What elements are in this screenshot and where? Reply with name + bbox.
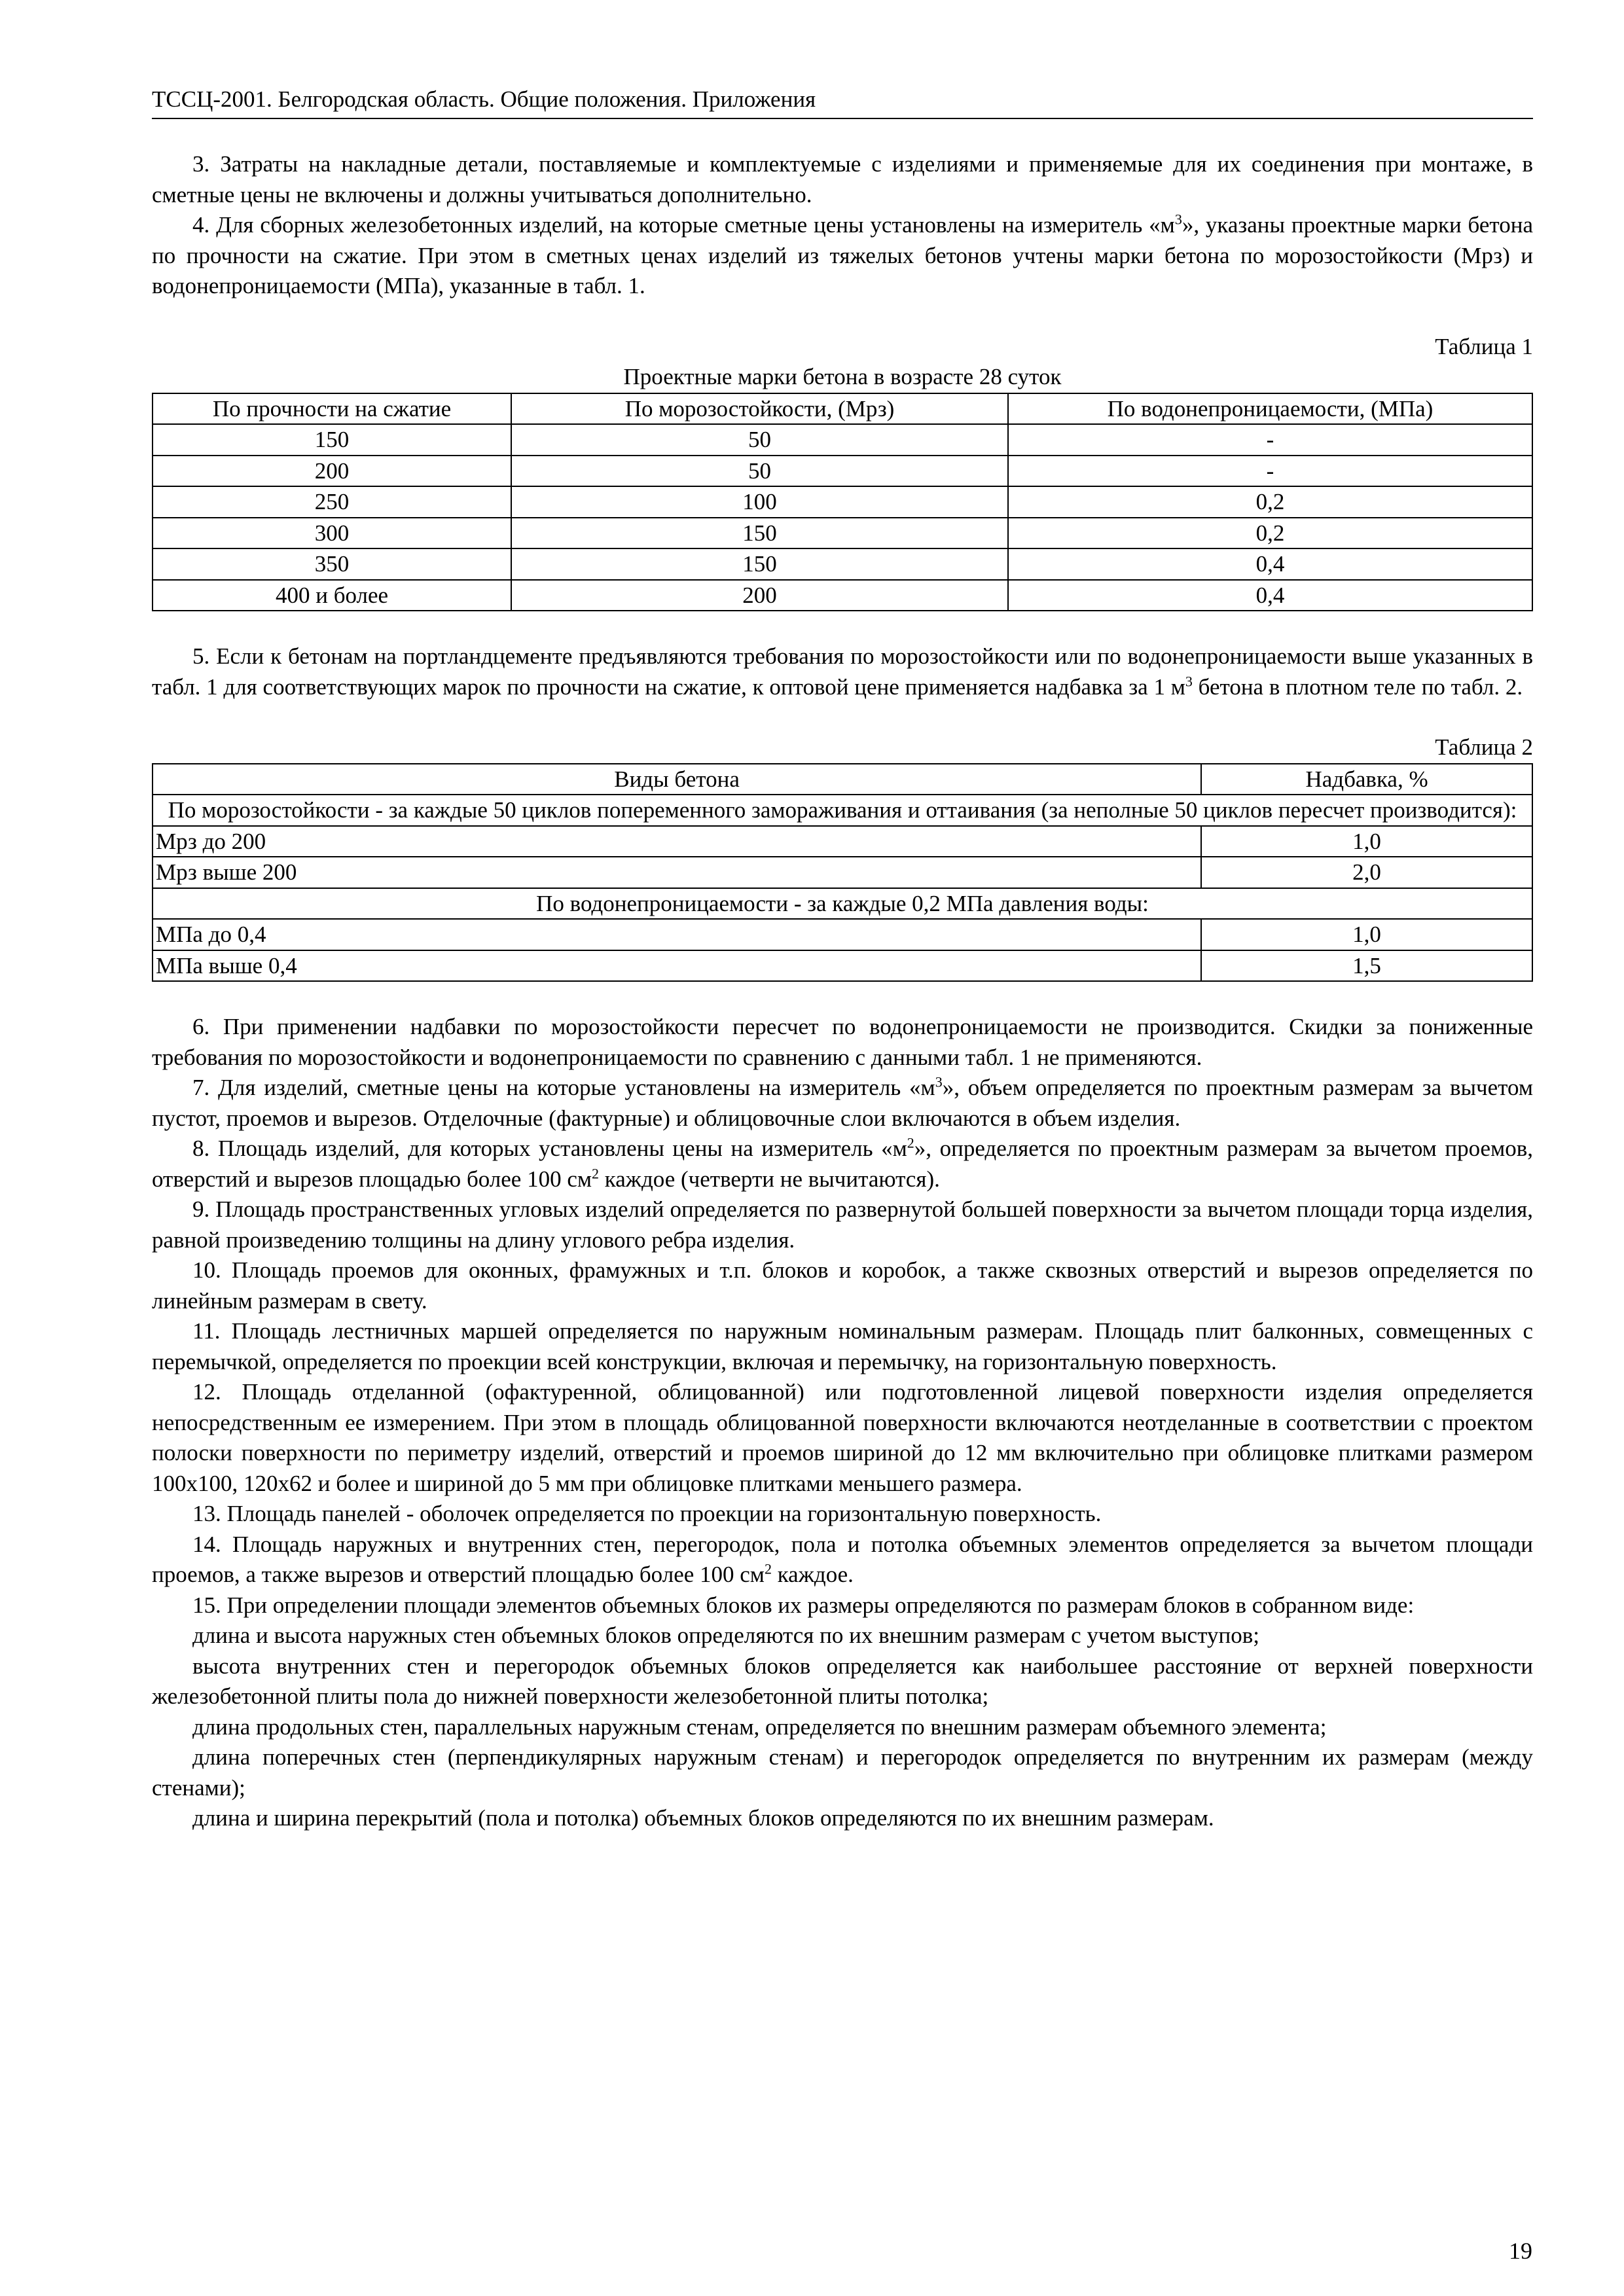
- table-cell: 350: [153, 548, 511, 580]
- table-cell: 0,2: [1008, 486, 1532, 518]
- table-cell: 0,4: [1008, 580, 1532, 611]
- paragraph-5: 5. Если к бетонам на портландцементе предъявляются требования по морозостойкости или по водонепроницаемости выше указанных в табл. 1 для соответствующих марок по прочности на сжатие, к оптовой цене применяется надбавка за 1 $м^3$ бетона в плотном теле по табл. 2.: [152, 643, 1533, 700]
- table-section-row: [153, 888, 1532, 920]
- page-number: 19: [1509, 2238, 1532, 2264]
- column-header: По морозостойкости, (Мрз): [511, 393, 1008, 425]
- table-cell: 300: [153, 518, 511, 549]
- table-cell: 400 и более: [153, 580, 511, 611]
- table-2: [152, 763, 1533, 982]
- paragraph-10: 10. Площадь проемов для оконных, фрамужных и т.п. блоков и коробок, а также сквозных отверстий и вырезов определяется по линейным размерам в свету.: [152, 1257, 1533, 1314]
- table-cell: МПа до 0,4: [153, 919, 1201, 950]
- table-row: [153, 919, 1532, 950]
- table-row: [153, 950, 1532, 982]
- list-item: высота внутренних стен и перегородок объемных блоков определяется как наибольшее расстояние от верхней поверхности железобетонной плиты пола до нижней поверхности железобетонной плиты потолка;: [152, 1653, 1533, 1709]
- table-cell: 1,0: [1201, 919, 1532, 950]
- column-header: По прочности на сжатие: [153, 393, 511, 425]
- paragraph-14: 14. Площадь наружных и внутренних стен, перегородок, пола и потолка объемных элементов определяется за вычетом площади проемов, а также вырезов и отверстий площадью более 100 $см^2$ каждое.: [152, 1531, 1533, 1587]
- table-header-row: [153, 764, 1532, 795]
- table-cell: 150: [511, 518, 1008, 549]
- table-cell: 200: [511, 580, 1008, 611]
- table-cell: -: [1008, 424, 1532, 456]
- table-row: [153, 857, 1532, 888]
- running-header: ТССЦ-2001. Белгородская область. Общие положения. Приложения: [152, 85, 1533, 119]
- table-cell: 0,2: [1008, 518, 1532, 549]
- paragraph-8: 8. Площадь изделий, для которых установлены цены на измеритель «$м^2$», определяется по проектным размерам за вычетом проемов, отверстий и вырезов площадью более 100 $см^2$ каждое (четверти не вычитаются).: [152, 1134, 1533, 1192]
- section-cell: По морозостойкости - за каждые 50 циклов попеременного замораживания и оттаивания (за неполные 50 циклов пересчет производится):: [153, 795, 1532, 826]
- list-item: длина и высота наружных стен объемных блоков определяются по их внешним размерам с учетом выступов;: [192, 1623, 1260, 1648]
- table-row: [153, 518, 1532, 549]
- table-cell: МПа выше 0,4: [153, 950, 1201, 982]
- list-item: длина и ширина перекрытий (пола и потолка) объемных блоков определяются по их внешним размерам.: [192, 1805, 1214, 1831]
- paragraph-7: 7. Для изделий, сметные цены на которые установлены на измеритель «$м^3$», объем определяется по проектным размерам за вычетом пустот, проемов и вырезов. Отделочные (фактурные) и облицовочные слои включаются в объем изделия.: [152, 1073, 1533, 1131]
- table-cell: 0,4: [1008, 548, 1532, 580]
- table-cell: 150: [153, 424, 511, 456]
- paragraph-15: 15. При определении площади элементов объемных блоков их размеры определяются по размерам блоков в собранном виде:: [192, 1592, 1415, 1618]
- paragraph-9: 9. Площадь пространственных угловых изделий определяется по развернутой большей поверхности за вычетом площади торца изделия, равной произведению толщины на длину углового ребра изделия.: [152, 1196, 1533, 1253]
- table-section-row: [153, 795, 1532, 826]
- section-cell: По водонепроницаемости - за каждые 0,2 МПа давления воды:: [153, 888, 1532, 920]
- table-row: [153, 580, 1532, 611]
- paragraph-13: 13. Площадь панелей - оболочек определяется по проекции на горизонтальную поверхность.: [192, 1501, 1102, 1526]
- spacer: [152, 982, 1533, 1012]
- paragraph-6: 6. При применении надбавки по морозостойкости пересчет по водонепроницаемости не производится. Скидки за пониженные требования по морозостойкости и водонепроницаемости по сравнению с данными табл. 1 не применяются.: [152, 1014, 1533, 1070]
- table-1: [152, 393, 1533, 612]
- paragraph-4: 4. Для сборных железобетонных изделий, на которые сметные цены установлены на измеритель «$м^3$», указаны проектные марки бетона по прочности на сжатие. При этом в сметных ценах изделий из тяжелых бетонов учтены марки бетона по морозостойкости (Мрз) и водонепроницаемости (МПа), указанные в табл. 1.: [152, 211, 1533, 298]
- table-cell: 2,0: [1201, 857, 1532, 888]
- table-cell: 1,5: [1201, 950, 1532, 982]
- table-2-label: Таблица 2: [1435, 734, 1533, 760]
- table-row: [153, 456, 1532, 487]
- table-cell: 1,0: [1201, 826, 1532, 857]
- table-row: [153, 424, 1532, 456]
- page-content: [152, 79, 1533, 1834]
- table-row: [153, 486, 1532, 518]
- column-header: Надбавка, %: [1201, 764, 1532, 795]
- paragraph-3: 3. Затраты на накладные детали, поставляемые и комплектуемые с изделиями и применяемые для их соединения при монтаже, в сметные цены не включены и должны учитываться дополнительно.: [152, 151, 1533, 207]
- column-header: Виды бетона: [153, 764, 1201, 795]
- table-cell: 50: [511, 456, 1008, 487]
- spacer: [152, 119, 1533, 149]
- list-item: длина продольных стен, параллельных наружным стенам, определяется по внешним размерам объемного элемента;: [192, 1713, 1327, 1740]
- table-cell: 50: [511, 424, 1008, 456]
- table-cell: 200: [153, 456, 511, 487]
- table-cell: -: [1008, 456, 1532, 487]
- table-cell: Мрз выше 200: [153, 857, 1201, 888]
- table-cell: 250: [153, 486, 511, 518]
- paragraph-12: 12. Площадь отделанной (офактуренной, облицованной) или подготовленной лицевой поверхности изделия определяется непосредственным ее измерением. При этом в площадь облицованной поверхности включаются неотделанные в соответствии с проектом полоски поверхности по периметру изделий, отверстий и проемов шириной до 12 мм включительно при облицовке плитками размером 100х100, 120х62 и более и шириной до 5 мм при облицовке плитками меньшего размера.: [152, 1379, 1533, 1496]
- table-cell: 100: [511, 486, 1008, 518]
- table-row: [153, 826, 1532, 857]
- table-1-caption: Проектные марки бетона в возрасте 28 суток: [623, 364, 1062, 389]
- table-cell: Мрз до 200: [153, 826, 1201, 857]
- spacer: [152, 611, 1533, 641]
- spacer: [152, 702, 1533, 732]
- column-header: По водонепроницаемости, (МПа): [1008, 393, 1532, 425]
- table-cell: 150: [511, 548, 1008, 580]
- list-item: длина поперечных стен (перпендикулярных наружным стенам) и перегородок определяется по внутренним их размерам (между стенами);: [152, 1744, 1533, 1801]
- table-1-label: Таблица 1: [1435, 333, 1533, 359]
- spacer: [152, 302, 1533, 332]
- table-row: [153, 548, 1532, 580]
- paragraph-11: 11. Площадь лестничных маршей определяется по наружным номинальным размерам. Площадь плит балконных, совмещенных с перемычкой, определяется по проекции всей конструкции, включая и перемычку, на горизонтальную поверхность.: [152, 1318, 1533, 1374]
- table-header-row: [153, 393, 1532, 425]
